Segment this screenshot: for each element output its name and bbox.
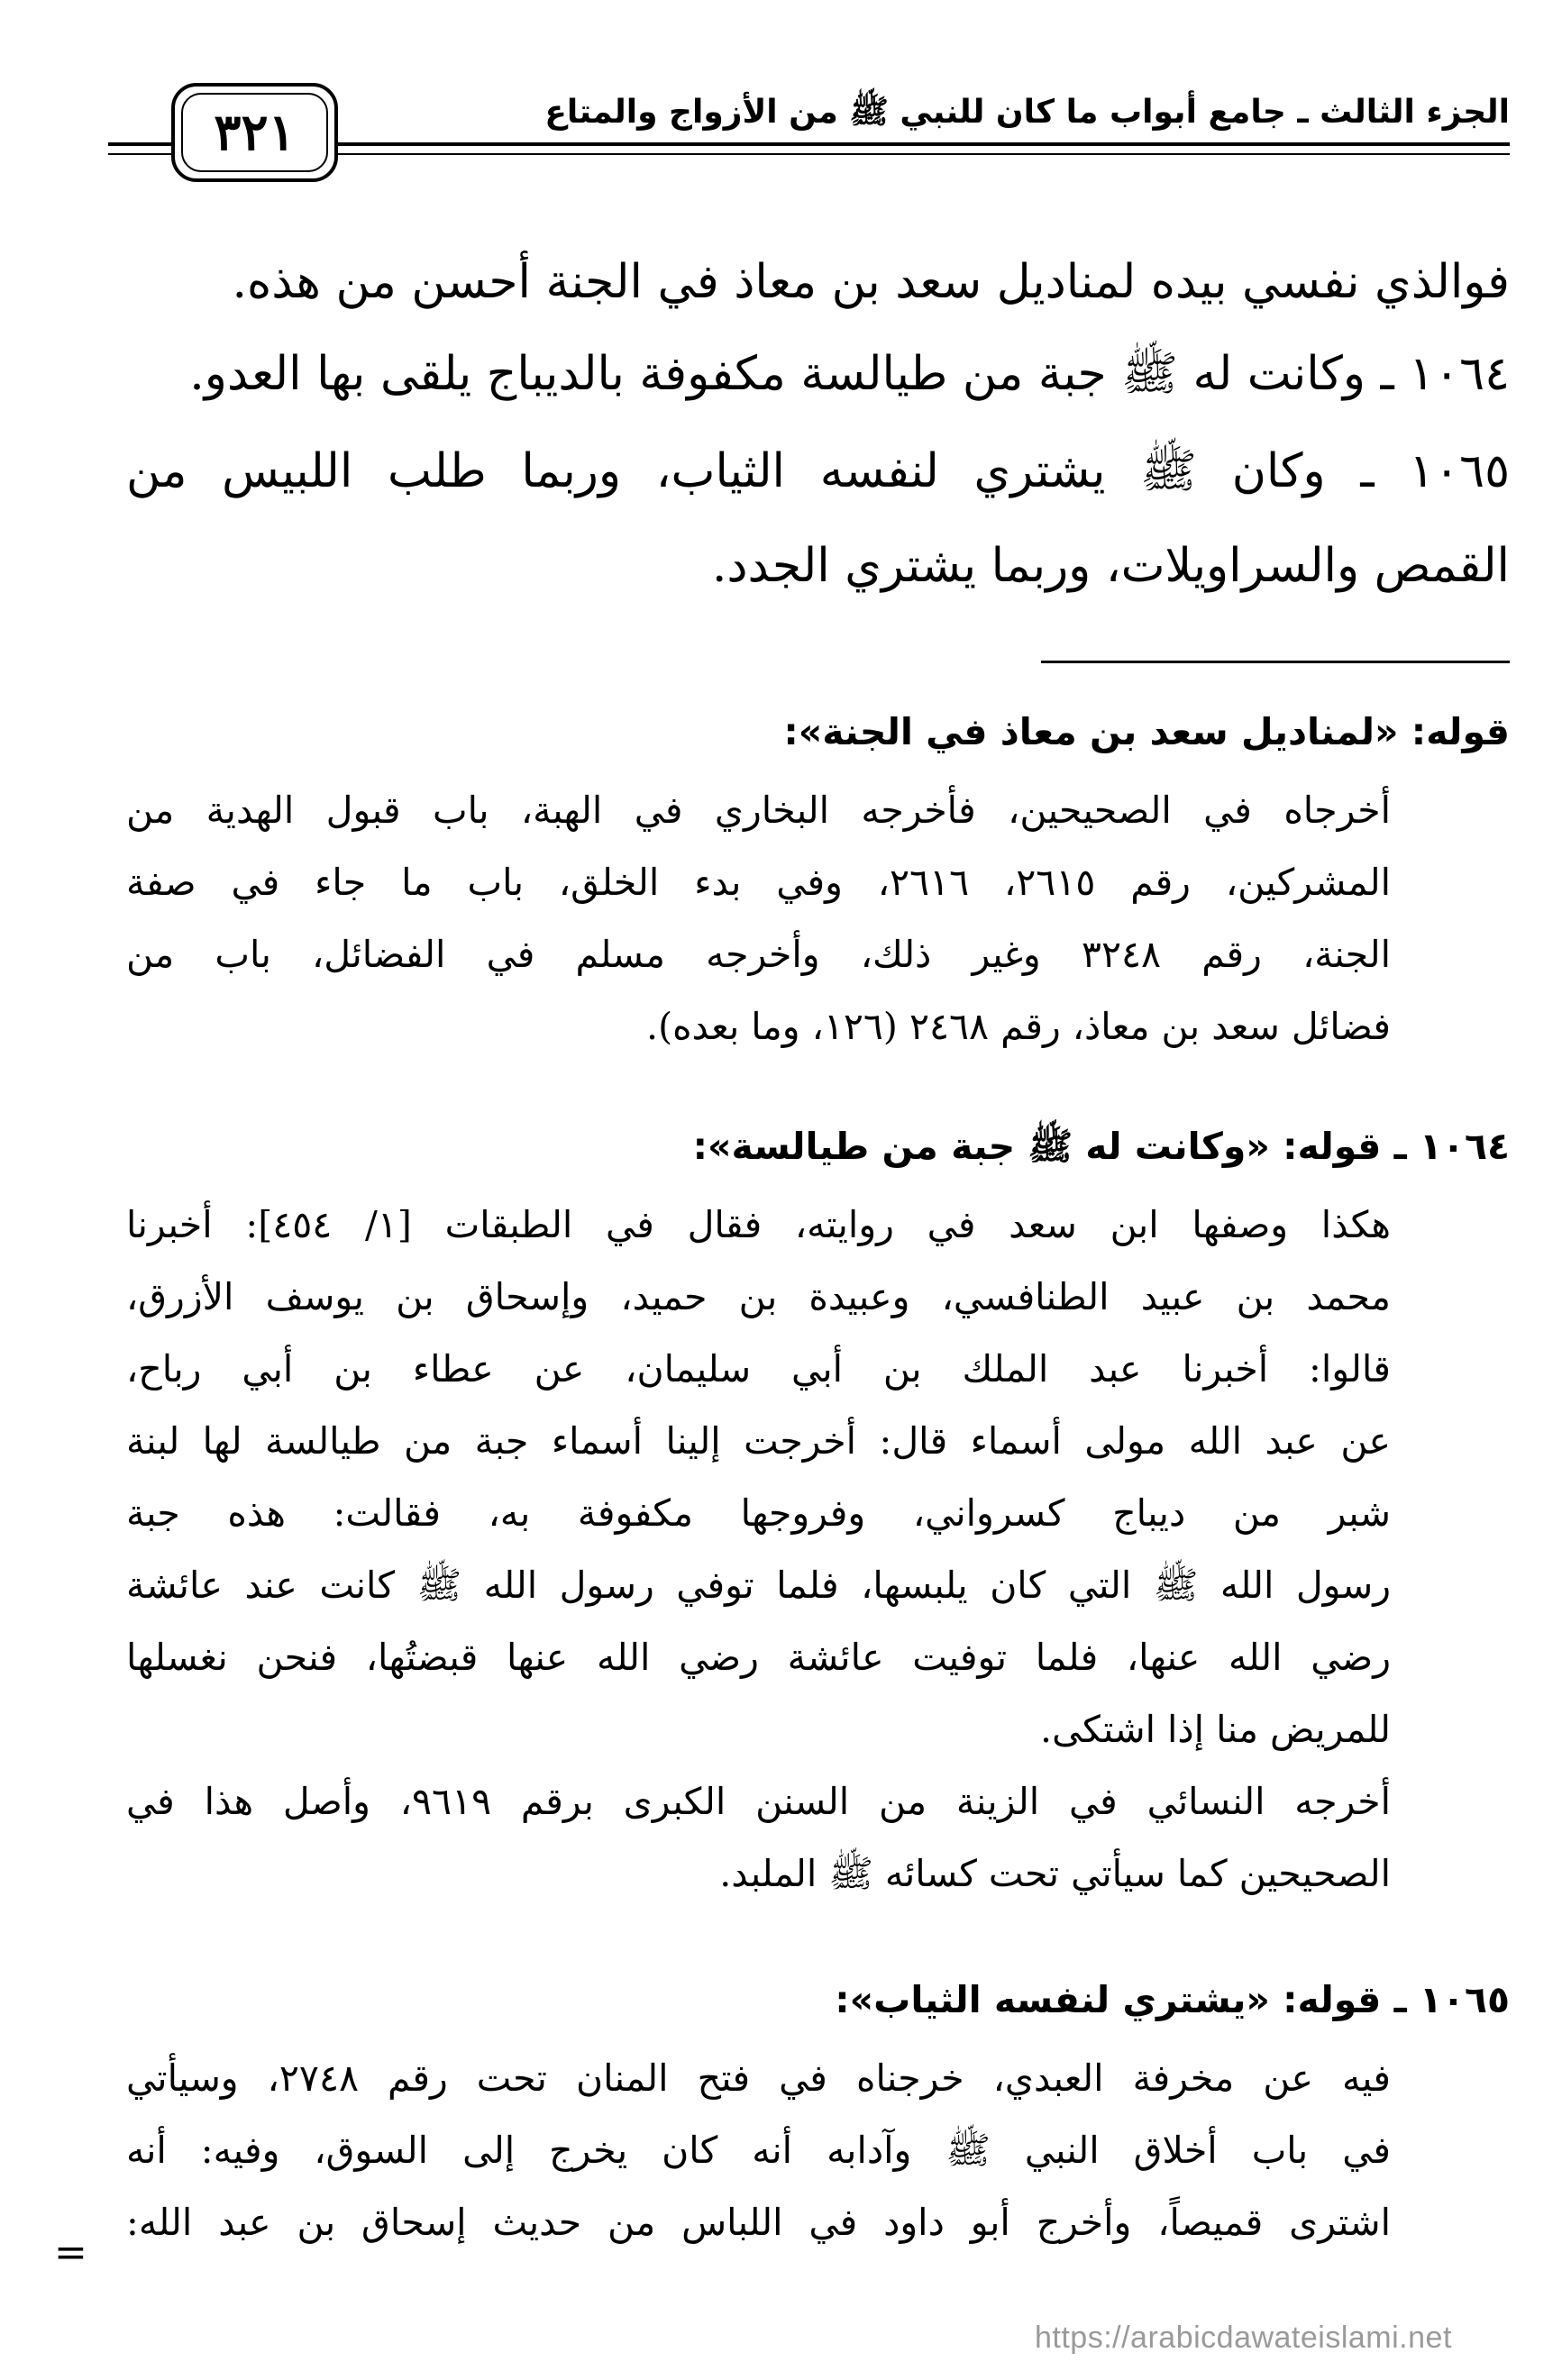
- footnote-line: أخرجاه في الصحيحين، فأخرجه البخاري في الهبة، باب قبول الهدية من: [126, 789, 1391, 832]
- footnote-line: محمد بن عبيد الطنافسي، وعبيدة بن حميد، وإسحاق بن يوسف الأزرق،: [126, 1275, 1391, 1318]
- footnote-line: أخرجه النسائي في الزينة من السنن الكبرى برقم ٩٦١٩، وأصل هذا في: [126, 1780, 1391, 1823]
- footnote-line: عن عبد الله مولى أسماء قال: أخرجت إلينا أسماء جبة من طيالسة لها لبنة: [126, 1419, 1391, 1463]
- footnote-line: شبر من ديباج كسرواني، وفروجها مكفوفة به، فقالت: هذه جبة: [126, 1491, 1391, 1535]
- footnote-line: المشركين، رقم ٢٦١٥، ٢٦١٦، وفي بدء الخلق، باب ما جاء في صفة: [126, 861, 1391, 904]
- watermark-url: https://arabicdawateislami.net: [1035, 2321, 1452, 2355]
- footnote-line: رسول الله ﷺ التي كان يلبسها، فلما توفي رسول الله ﷺ كانت عند عائشة: [126, 1564, 1391, 1607]
- footnote-line: هكذا وصفها ابن سعد في روايته، فقال في الطبقات [١/ ٤٥٤]: أخبرنا: [126, 1203, 1391, 1246]
- main-line: القمص والسراويلات، وربما يشتري الجدد.: [711, 539, 1510, 593]
- footnote-line: رضي الله عنها، فلما توفيت عائشة رضي الله عنها قبضتُها، فنحن نغسلها: [126, 1636, 1391, 1679]
- footnote-divider: [1041, 661, 1510, 663]
- main-line: ١٠٦٥ ـ وكان ﷺ يشتري لنفسه الثياب، وربما طلب اللبيس من: [126, 444, 1510, 498]
- footnote-line: قالوا: أخبرنا عبد الملك بن أبي سليمان، عن عطاء بن أبي رباح،: [126, 1347, 1391, 1391]
- footnote-line: للمريض منا إذا اشتكى.: [1040, 1708, 1391, 1751]
- main-line: ١٠٦٤ ـ وكانت له ﷺ جبة من طيالسة مكفوفة بالديباج يلقى بها العدو.: [189, 347, 1510, 401]
- footnote-line: اشترى قميصاً، وأخرج أبو داود في اللباس من حديث إسحاق بن عبد الله:: [126, 2201, 1391, 2244]
- continuation-mark: =: [54, 2230, 87, 2275]
- header-rule-right-thin: [338, 153, 1510, 155]
- footnote-line: الجنة، رقم ٣٢٤٨ وغير ذلك، وأخرجه مسلم في الفضائل، باب من: [126, 933, 1391, 976]
- footnote-line: في باب أخلاق النبي ﷺ وآدابه أنه كان يخرج إلى السوق، وفيه: أنه: [126, 2129, 1391, 2172]
- header-rule-left-thin: [108, 153, 171, 155]
- main-line: فوالذي نفسي بيده لمناديل سعد بن معاذ في الجنة أحسن من هذه.: [232, 255, 1510, 309]
- header-rule-right: [338, 142, 1510, 146]
- footnote-heading: ١٠٦٤ ـ قوله: «وكانت له ﷺ جبة من طيالسة»:: [692, 1125, 1510, 1168]
- page-number: ٣٢١: [181, 93, 328, 172]
- running-header: الجزء الثالث ـ جامع أبواب ما كان للنبي ﷺ من الأزواج والمتاع: [544, 94, 1510, 131]
- footnote-line: فضائل سعد بن معاذ، رقم ٢٤٦٨ (١٢٦، وما بعده).: [646, 1005, 1391, 1048]
- footnote-line: فيه عن مخرفة العبدي، خرجناه في فتح المنان تحت رقم ٢٧٤٨، وسيأتي: [126, 2056, 1391, 2100]
- footnote-heading: ١٠٦٥ ـ قوله: «يشتري لنفسه الثياب»:: [835, 1978, 1510, 2021]
- footnote-line: الصحيحين كما سيأتي تحت كسائه ﷺ الملبد.: [719, 1852, 1391, 1895]
- header-rule-left: [108, 142, 171, 146]
- footnote-heading: قوله: «لمناديل سعد بن معاذ في الجنة»:: [783, 710, 1510, 753]
- page-number-frame: [171, 83, 338, 182]
